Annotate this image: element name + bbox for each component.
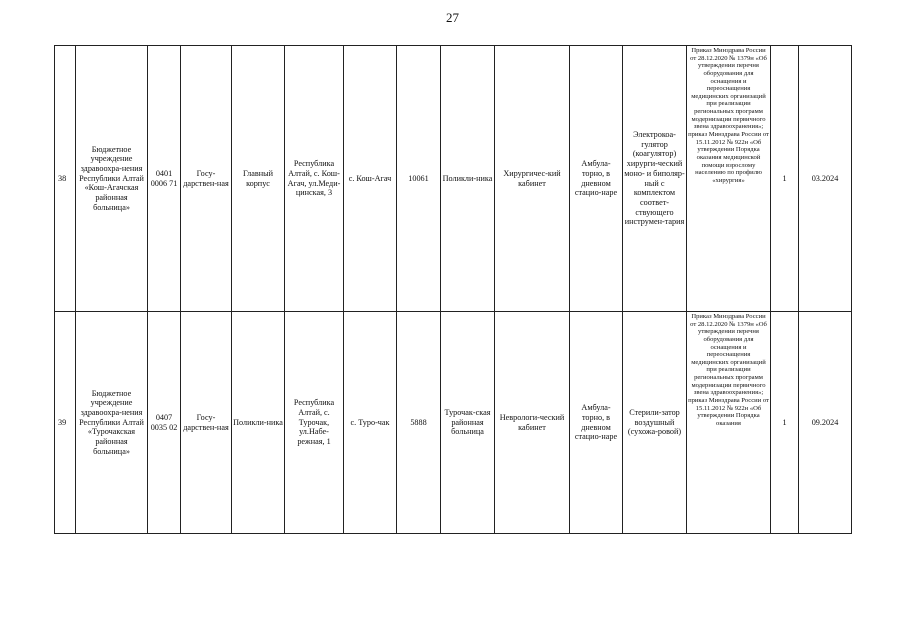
ownership-form: Госу-дарствен-ная [181, 312, 232, 534]
population: 10061 [397, 46, 441, 312]
ownership-form: Госу-дарствен-ная [181, 46, 232, 312]
delivery-date: 09.2024 [799, 312, 852, 534]
quantity: 1 [771, 312, 799, 534]
building-name: Главный корпус [232, 46, 285, 312]
cabinet: Неврологи-ческий кабинет [495, 312, 570, 534]
institution-code: 0407 0035 02 [148, 312, 181, 534]
division: Поликли-ника [441, 46, 495, 312]
institution-code: 0401 0006 71 [148, 46, 181, 312]
regulatory-order: Приказ Минздрава России от 28.12.2020 № 1379н «Об утверждении перечня оборудования для оснащения и переоснащения медицинских организаций при реализации региональных программ модернизации первичного звена здравоохранения»; приказ Минздрава России от 15.11.2012 № 922н «Об утверждении Порядка оказания [687, 312, 771, 534]
care-condition: Амбула-торно, в дневном стацио-наре [570, 312, 623, 534]
building-name: Поликли-ника [232, 312, 285, 534]
address: Республика Алтай, с. Кош-Агач, ул.Меди-цинская, 3 [285, 46, 344, 312]
address: Республика Алтай, с. Турочак, ул.Набе-режная, 1 [285, 312, 344, 534]
institution-name: Бюджетное учреждение здравоохра-нения Республики Алтай «Турочакская районная больница» [76, 312, 148, 534]
equipment-name: Электрокоа-гулятор (коагулятор) хирурги-ческий моно- и биполяр-ный с комплектом соответ-ствующего инструмен-тария [623, 46, 687, 312]
settlement: с. Кош-Агач [344, 46, 397, 312]
table-row [55, 312, 852, 534]
quantity: 1 [771, 46, 799, 312]
row-number: 39 [55, 312, 76, 534]
page-number: 27 [446, 10, 459, 25]
equipment-register-table [54, 45, 852, 534]
equipment-name: Стерили-затор воздушный (сухожа-ровой) [623, 312, 687, 534]
regulatory-order: Приказ Минздрава России от 28.12.2020 № 1379н «Об утверждении перечня оборудования для оснащения и переоснащения медицинских организаций при реализации региональных программ модернизации первичного звена здравоохранения»; приказ Минздрава России от 15.11.2012 № 922н «Об утверждении Порядка оказания медицинской помощи взрослому населению по профилю «хирургия» [687, 46, 771, 312]
cabinet: Хирургичес-кий кабинет [495, 46, 570, 312]
division: Турочак-ская районная больница [441, 312, 495, 534]
care-condition: Амбула-торно, в дневном стацио-наре [570, 46, 623, 312]
row-number: 38 [55, 46, 76, 312]
delivery-date: 03.2024 [799, 46, 852, 312]
table-row [55, 46, 852, 312]
settlement: с. Туро-чак [344, 312, 397, 534]
population: 5888 [397, 312, 441, 534]
institution-name: Бюджетное учреждение здравоохра-нения Республики Алтай «Кош-Агачская районная больница» [76, 46, 148, 312]
